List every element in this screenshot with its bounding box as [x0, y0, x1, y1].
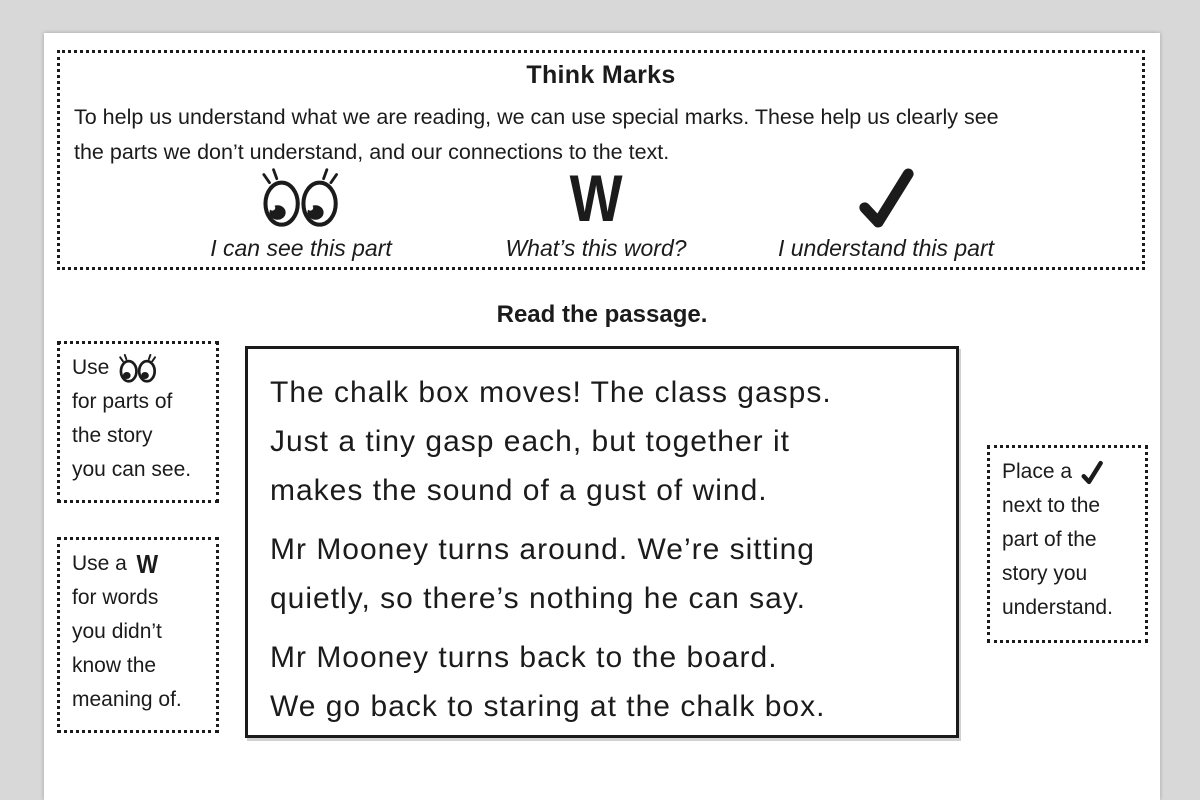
passage-line: The chalk box moves! The class gasps.: [270, 376, 832, 409]
passage-line: We go back to staring at the chalk box.: [270, 690, 826, 723]
intro-text: [74, 100, 1130, 170]
passage-paragraph: [270, 525, 934, 623]
mark-caption: What’s this word?: [505, 235, 687, 261]
passage-line: Just a tiny gasp each, but together it: [270, 425, 790, 458]
note-lines: [72, 581, 206, 717]
note-lead-line: [72, 547, 206, 581]
note-line: for words: [72, 586, 159, 609]
note-lead: Use a: [72, 552, 127, 575]
note-lead-line: [1002, 455, 1135, 489]
mark-check: [736, 165, 1036, 262]
passage-paragraph: [270, 633, 934, 731]
note-line: you can see.: [72, 458, 192, 481]
note-line: story you: [1002, 562, 1088, 585]
mark-icon-box: [151, 165, 451, 231]
passage-text: [270, 368, 934, 731]
note-lines: [1002, 489, 1135, 625]
note-line: meaning of.: [72, 688, 182, 711]
worksheet-page: [44, 33, 1160, 800]
mark-eyes: [151, 165, 451, 262]
mark-caption: I can see this part: [210, 235, 392, 261]
note-w: [57, 537, 219, 733]
note-line: next to the: [1002, 494, 1101, 517]
checkmark-icon: [1080, 460, 1104, 485]
eyes-icon: [259, 165, 343, 231]
note-lines: [72, 385, 206, 487]
passage-line: quietly, so there’s nothing he can say.: [270, 582, 806, 615]
passage-line: Mr Mooney turns back to the board.: [270, 641, 778, 674]
passage-box: [245, 346, 959, 738]
note-lead: Use: [72, 356, 110, 379]
mark-icon-box: [736, 165, 1036, 231]
note-line: understand.: [1002, 596, 1113, 619]
note-line: for parts of: [72, 390, 173, 413]
checkmark-icon: [855, 166, 917, 230]
note-eyes: [57, 341, 219, 503]
intro-line: To help us understand what we are reading, we can use special marks. These help us clearly see: [74, 105, 999, 129]
mark-w: [446, 161, 746, 262]
passage-line: makes the sound of a gust of wind.: [270, 474, 768, 507]
note-line: part of the: [1002, 528, 1097, 551]
note-lead: Place a: [1002, 460, 1073, 483]
passage-paragraph: [270, 368, 934, 515]
note-lead-line: [72, 351, 206, 385]
think-marks-section: [57, 50, 1145, 270]
section-title: Think Marks: [526, 61, 676, 89]
intro-line: the parts we don’t understand, and our connections to the text.: [74, 140, 670, 164]
mark-caption: I understand this part: [777, 235, 995, 261]
passage-line: Mr Mooney turns around. We’re sitting: [270, 533, 815, 566]
note-check: [987, 445, 1148, 643]
eyes-icon: [117, 353, 159, 384]
mark-icon-box: [446, 161, 746, 235]
note-line: you didn’t: [72, 620, 162, 643]
letter-w-icon: W: [569, 161, 623, 235]
read-passage-heading: Read the passage.: [496, 301, 708, 328]
letter-w-icon: W: [136, 549, 158, 579]
note-line: the story: [72, 424, 153, 447]
note-line: know the: [72, 654, 157, 677]
